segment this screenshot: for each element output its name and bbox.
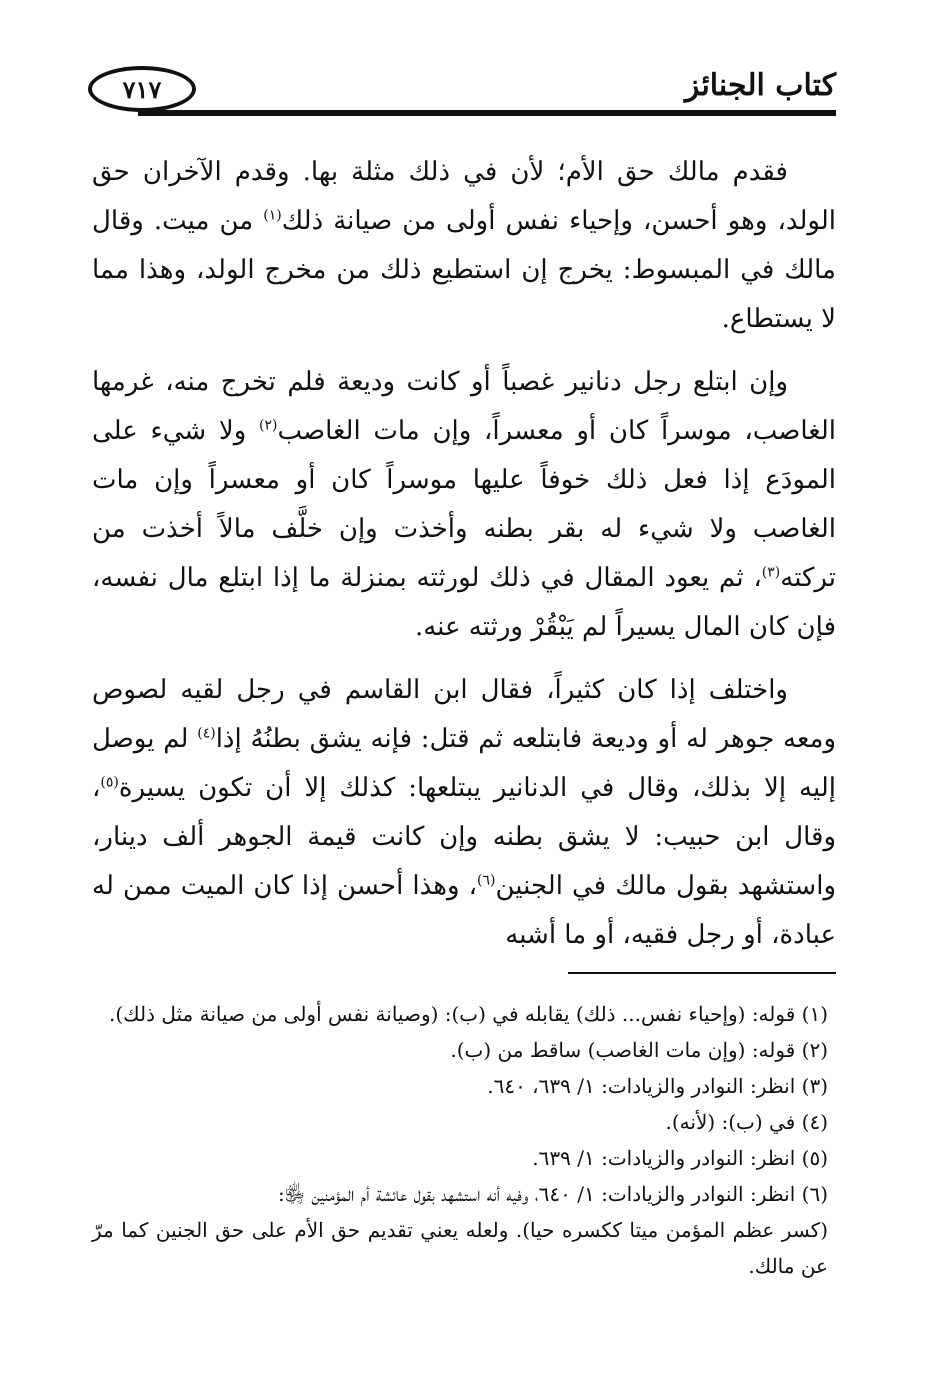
main-text xyxy=(92,148,836,974)
footnote-ref-6: (٦) xyxy=(477,872,496,889)
paragraph-3-text-a: واختلف إذا كان كثيراً، فقال ابن القاسم في رجل لقيه لصوص ومعه جوهر له أو وديعة فابتلعه ثم قتل: فإنه يشق بطنُهُ إذا xyxy=(92,675,836,754)
paragraph-3-text-d: ، وهذا أحسن إذا كان الميت ممن له عبادة، أو رجل فقيه، أو ما أشبه xyxy=(92,871,836,950)
paragraph-2-text-a: وإن ابتلع رجل دنانير غصباً أو كانت وديعة فلم تخرج منه، غرمها الغاصب، موسراً كان أو معسراً، وإن مات الغاصب xyxy=(92,367,836,446)
paragraph-2 xyxy=(92,358,836,652)
footnote-3: (٣) انظر: النوادر والزيادات: ١/ ٦٣٩، ٦٤٠. xyxy=(487,1074,828,1098)
footnote-2: (٢) قوله: (وإن مات الغاصب) ساقط من (ب). xyxy=(450,1038,828,1062)
paragraph-3-text-c: ، وقال ابن حبيب: لا يشق بطنه وإن كانت قيمة الجوهر ألف دينار، واستشهد بقول مالك في الجنين xyxy=(92,773,837,901)
footnote-5: (٥) انظر: النوادر والزيادات: ١/ ٦٣٩. xyxy=(532,1146,828,1170)
page-header xyxy=(88,62,836,122)
footnote-ref-2: (٢) xyxy=(259,417,278,434)
paragraph-2-text-c: ، ثم يعود المقال في ذلك لورثته بمنزلة ما إذا ابتلع مال نفسه، فإن كان المال يسيراً لم يَبْقُرْ ورثته عنه. xyxy=(92,563,836,642)
page-number: ٧١٧ xyxy=(88,66,196,112)
header-rule xyxy=(138,110,836,116)
footnote-ref-5: (٥) xyxy=(100,774,119,791)
footnote-ref-3: (٣) xyxy=(761,564,781,581)
paragraph-3 xyxy=(92,666,836,960)
paragraph-3-text-b: لم يوصل إليه إلا بذلك، وقال في الدنانير يبتلعها: كذلك إلا أن تكون يسيرة xyxy=(92,724,836,803)
chapter-title: كتاب الجنائز xyxy=(684,68,836,103)
paragraph-1-text-a: فقدم مالك حق الأم؛ لأن في ذلك مثلة بها. وقدم الآخران حق الولد، وهو أحسن، وإحياء نفس أولى من صيانة ذلك xyxy=(92,157,836,236)
footnotes xyxy=(92,996,836,1284)
footnote-separator xyxy=(568,972,836,974)
footnote-6: (٦) انظر: النوادر والزيادات: ١/ ٦٤٠، وفيه أنه استشهد بقول عائشة أم المؤمنين ﵂: xyxy=(278,1182,828,1206)
footnote-1: (١) قوله: (وإحياء نفس... ذلك) يقابله في (ب): (وصيانة نفس أولى من صيانة مثل ذلك). xyxy=(108,1002,828,1026)
footnote-4: (٤) في (ب): (لأنه). xyxy=(665,1110,828,1134)
paragraph-1-text-b: من ميت. وقال مالك في المبسوط: يخرج إن استطيع ذلك من مخرج الولد، وهذا مما لا يستطاع. xyxy=(92,206,836,334)
footnote-6-continued: (كسر عظم المؤمن ميتا ككسره حيا). ولعله يعني تقديم حق الأم على حق الجنين كما مرّ عن مالك. xyxy=(92,1218,828,1278)
paragraph-1 xyxy=(92,148,836,344)
footnote-ref-1: (١) xyxy=(263,207,282,224)
footnote-ref-4: (٤) xyxy=(197,725,216,742)
paragraph-2-text-b: ولا شيء على المودَع إذا فعل ذلك خوفاً عليها موسراً كان أو معسراً وإن مات الغاصب ولا شيء له بقر بطنه وأخذت وإن خلَّف مالاً أخذت من تركته xyxy=(92,416,836,593)
